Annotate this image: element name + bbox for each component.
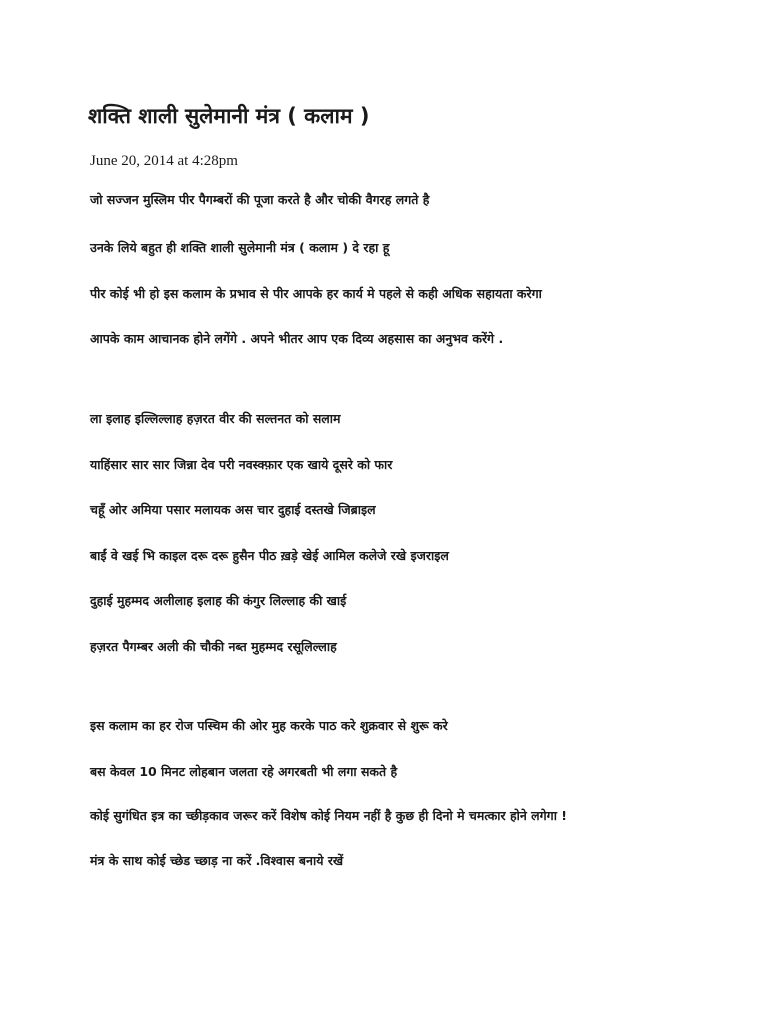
instruction-line: बस केवल 10 मिनट लोहबान जलता रहे अगरबती भी लगा सकते है: [90, 764, 398, 779]
verse-line: बाईं वे खई भि काइल दरू दरू हुसैन पीठ ख़ड़े खेई आमिल कलेजे रखे इजराइल: [90, 548, 449, 563]
paragraph-line: जो सज्जन मुस्लिम पीर पैगम्बरों की पूजा करते है और चोकी वैगरह लगते है: [90, 192, 430, 207]
instruction-line: इस कलाम का हर रोज पस्चिम की ओर मुह करके पाठ करे शुक्रवार से शुरू करे: [90, 718, 448, 733]
verse-line: याहिंसार सार सार जिन्ना देव परी नवस्क्फ़ार एक खाये दूसरे को फार: [90, 457, 393, 472]
verse-line: दुहाई मुहम्मद अलीलाह इलाह की कंगुर लिल्लाह की खाई: [90, 593, 347, 608]
verse-line: ला इलाह इल्लिल्लाह हज़रत वीर की सल्तनत को सलाम: [90, 411, 341, 426]
verse-line: चहूँ ओर अमिया पसार मलायक अस चार दुहाई दस्तखे जिब्राइल: [90, 502, 376, 517]
verse-line: हज़रत पैगम्बर अली की चौकी नब्त मुहम्मद रसूलिल्लाह: [90, 639, 337, 654]
paragraph-line: पीर कोई भी हो इस कलाम के प्रभाव से पीर आपके हर कार्य मे पहले से कही अधिक सहायता करेगा: [90, 286, 542, 301]
post-date: June 20, 2014 at 4:28pm: [90, 153, 238, 169]
instruction-line: मंत्र के साथ कोई च्छेड च्छाड़ ना करें .विश्वास बनाये रखें: [90, 853, 344, 868]
instruction-line: कोई सुगंधित इत्र का च्छीड़काव जरूर करें विशेष कोई नियम नहीं है कुछ ही दिनो मे चमत्कार होने लगेगा !: [90, 808, 567, 823]
paragraph-line: उनके लिये बहुत ही शक्ति शाली सुलेमानी मंत्र ( कलाम ) दे रहा हू: [90, 240, 390, 255]
paragraph-line: आपके काम आचानक होने लगेंगे . अपने भीतर आप एक दिव्य अहसास का अनुभव करेंगे .: [90, 331, 504, 346]
page-title: शक्ति शाली सुलेमानी मंत्र ( कलाम ): [88, 104, 370, 128]
